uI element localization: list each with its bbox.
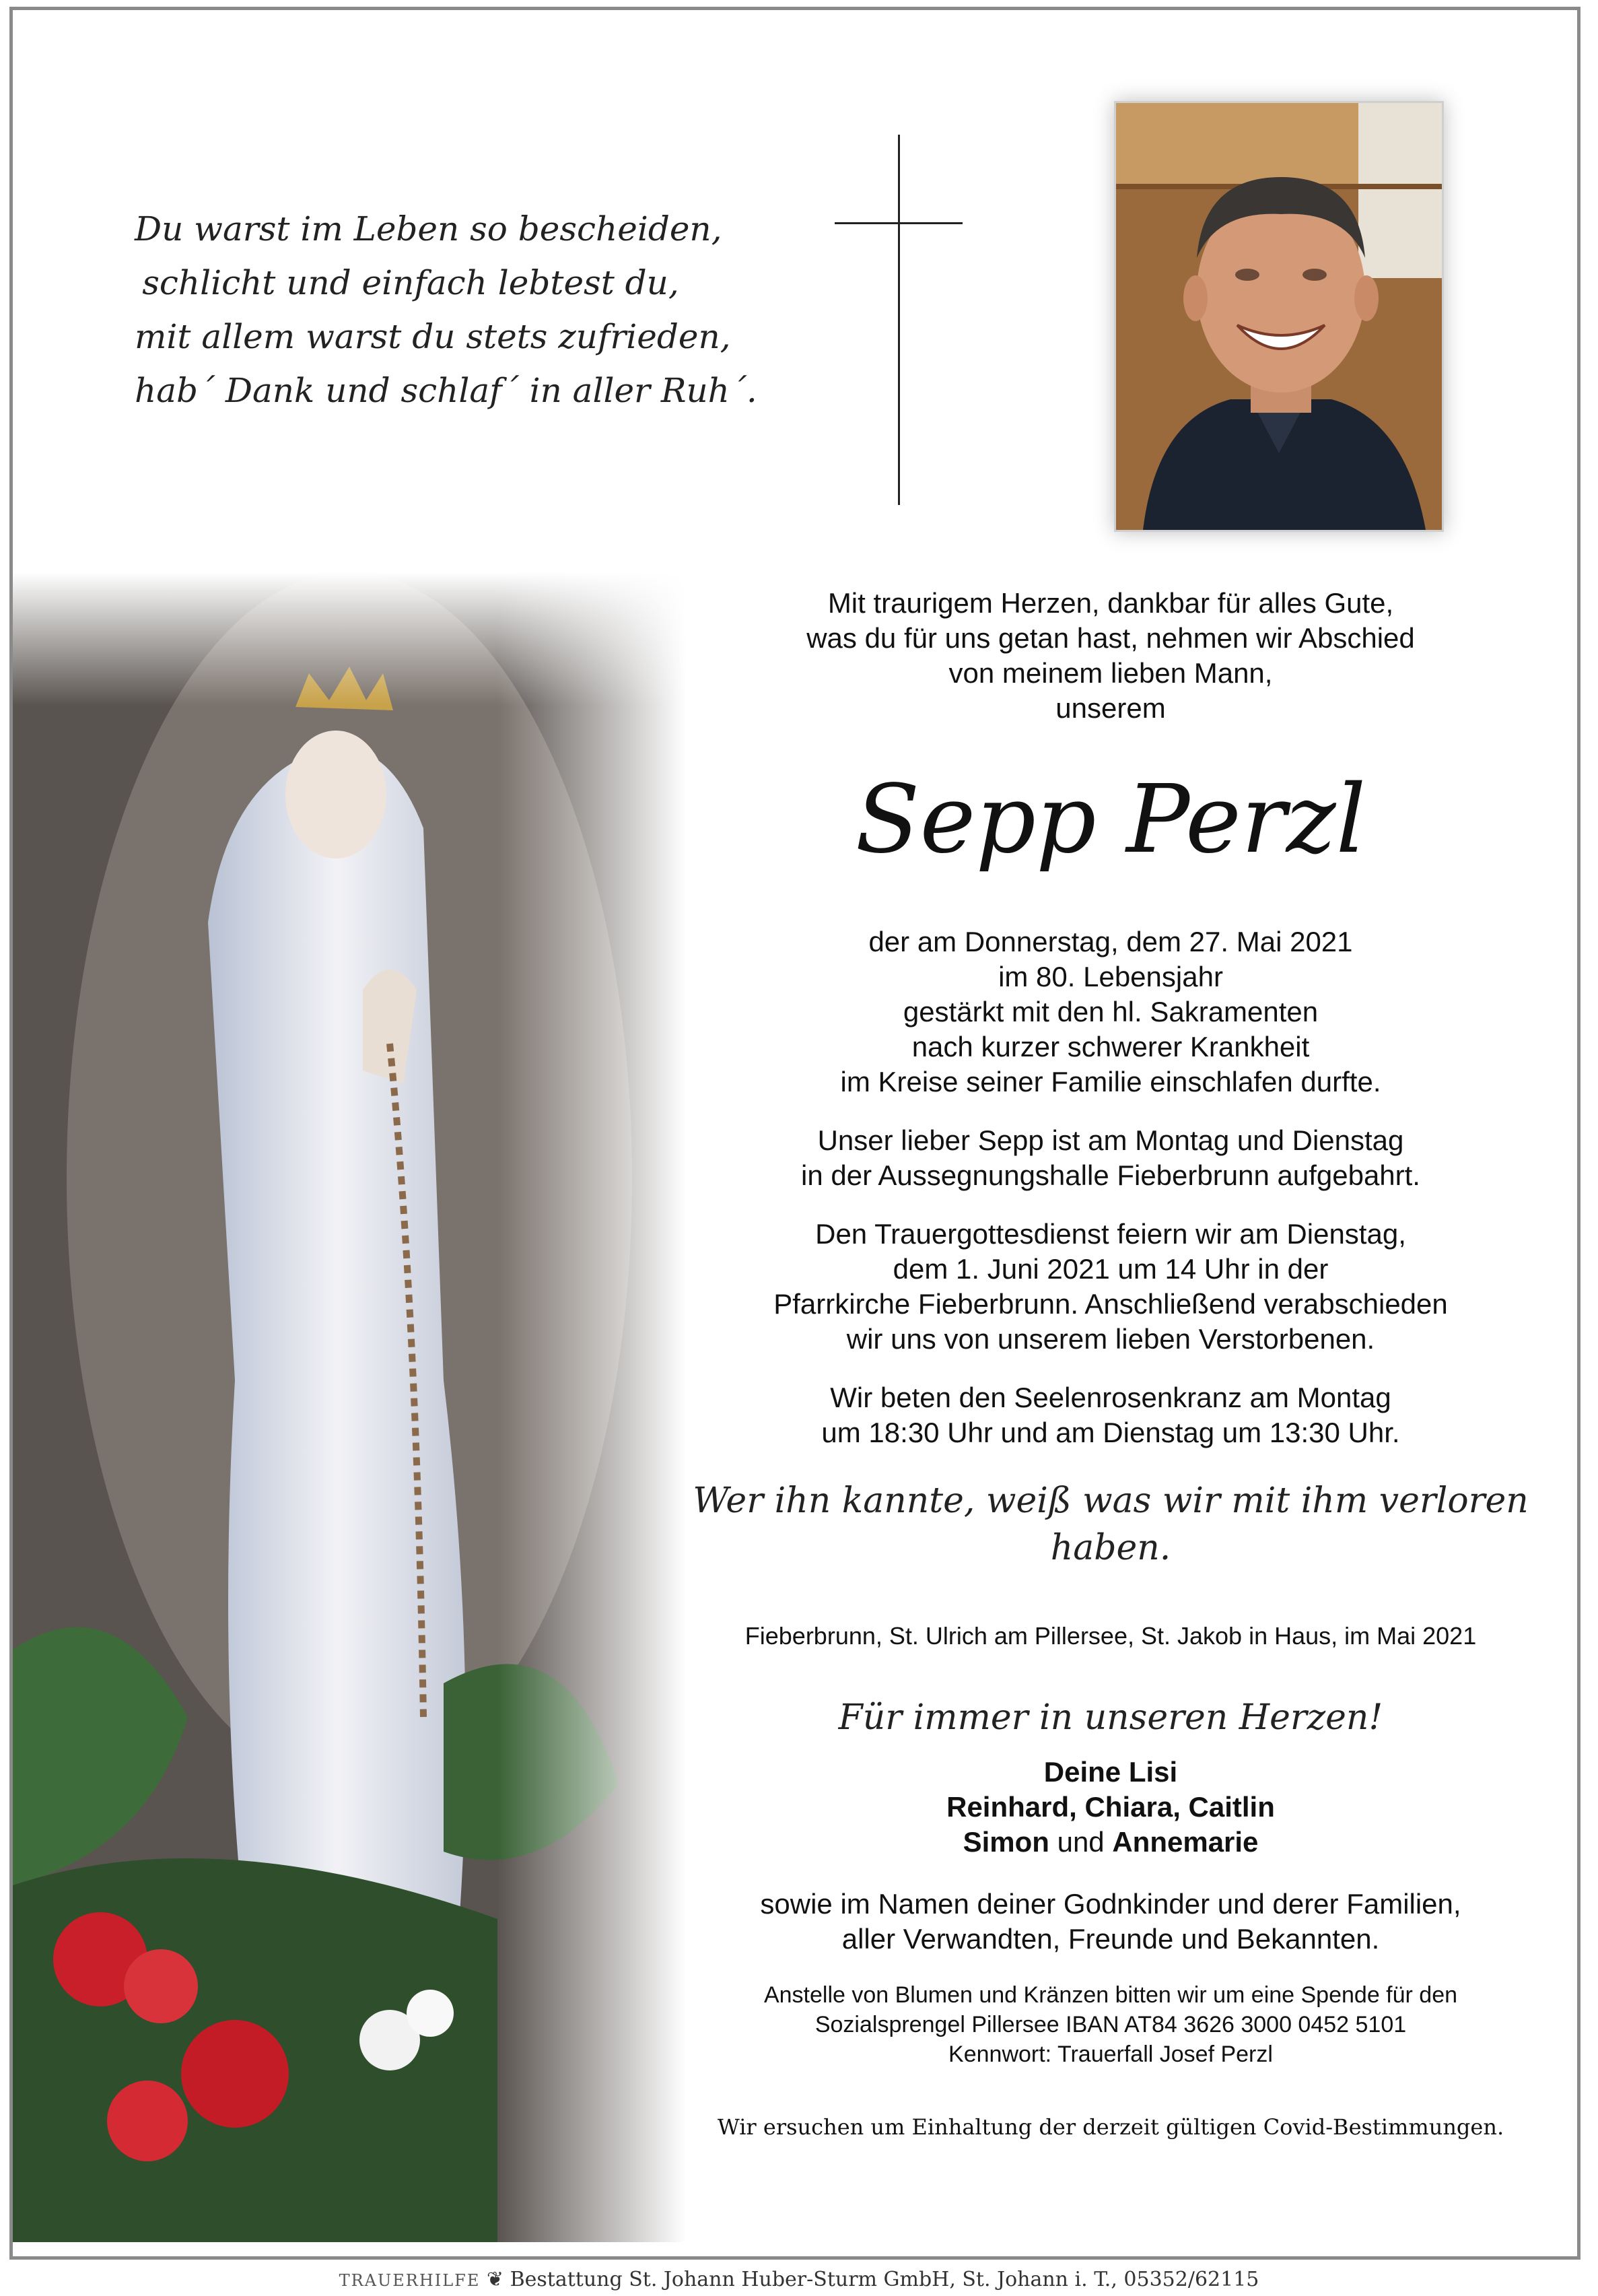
madonna-image [13, 572, 686, 2242]
family-name: Annemarie [1112, 1826, 1259, 1858]
family-signature [673, 1755, 1548, 1860]
poem-line: hab´ Dank und schlaf´ in aller Ruh´. [135, 371, 757, 410]
death-line: im Kreise seiner Familie einschlafen durfte. [840, 1066, 1381, 1098]
family-line: Deine Lisi [1043, 1756, 1178, 1788]
place-date: Fieberbrunn, St. Ulrich am Pillersee, St. Jakob in Haus, im Mai 2021 [744, 1622, 1477, 1650]
footer-brand: TRAUERHILFE [339, 2271, 481, 2290]
motto: Für immer in unseren Herzen! [838, 1697, 1383, 1738]
donation-line: Kennwort: Trauerfall Josef Perzl [948, 2041, 1273, 2067]
wake-line: in der Aussegnungshalle Fieberbrunn aufgebahrt. [801, 1159, 1420, 1191]
service-line: dem 1. Juni 2021 um 14 Uhr in der [893, 1253, 1329, 1285]
poem [135, 202, 757, 417]
donation-line: Anstelle von Blumen und Kränzen bitten wir um eine Spende für den [763, 1982, 1458, 2008]
family-conjunction: und [1049, 1826, 1113, 1858]
madonna-illustration [13, 572, 686, 2242]
portrait-photo [1114, 101, 1444, 532]
relatives-block [673, 1887, 1548, 1957]
rosary-line: um 18:30 Uhr und am Dienstag um 13:30 Uhr. [821, 1417, 1400, 1448]
intro-line: von meinem lieben Mann, [948, 657, 1273, 689]
rosary-block [673, 1380, 1548, 1450]
wake-line: Unser lieber Sepp ist am Montag und Dienstag [817, 1124, 1404, 1156]
cross-icon [835, 135, 963, 505]
poem-line: Du warst im Leben so bescheiden, [135, 209, 722, 248]
donation-line: Sozialsprengel Pillersee IBAN AT84 3626 3000 0452 5101 [814, 2012, 1407, 2037]
rosary-line: Wir beten den Seelenrosenkranz am Montag [830, 1382, 1391, 1413]
deceased-name: Sepp Perzl [855, 765, 1366, 875]
death-block [673, 924, 1548, 1100]
donation-block [673, 1980, 1548, 2069]
wake-block [673, 1123, 1548, 1193]
death-line: im 80. Lebensjahr [998, 961, 1223, 992]
footer [0, 2268, 1598, 2291]
intro-line: was du für uns getan hast, nehmen wir Abschied [806, 622, 1415, 654]
footer-text: Bestattung St. Johann Huber-Sturm GmbH, St. Johann i. T., 05352/62115 [510, 2268, 1259, 2291]
intro-line: Mit traurigem Herzen, dankbar für alles Gute, [827, 587, 1394, 619]
intro-block [673, 586, 1548, 726]
poem-line: mit allem warst du stets zufrieden, [135, 317, 731, 356]
relatives-line: sowie im Namen deiner Godnkinder und derer Familien, [760, 1888, 1461, 1920]
service-line: Pfarrkirche Fieberbrunn. Anschließend verabschieden [773, 1288, 1448, 1320]
death-line: gestärkt mit den hl. Sakramenten [903, 996, 1319, 1027]
covid-notice: Wir ersuchen um Einhaltung der derzeit gültigen Covid-Bestimmungen. [717, 2114, 1504, 2140]
leaf-icon: ❦ [486, 2268, 510, 2291]
poem-line: schlicht und einfach lebtest du, [142, 263, 679, 302]
death-line: nach kurzer schwerer Krankheit [911, 1031, 1310, 1062]
family-line: Reinhard, Chiara, Caitlin [946, 1791, 1275, 1823]
intro-line: unserem [1055, 692, 1166, 724]
service-block [673, 1217, 1548, 1357]
quote: Wer ihn kannte, weiß was wir mit ihm verloren haben. [693, 1481, 1529, 1568]
announcement [673, 586, 1548, 2145]
service-line: Den Trauergottesdienst feiern wir am Dienstag, [815, 1218, 1406, 1250]
death-line: der am Donnerstag, dem 27. Mai 2021 [868, 926, 1353, 957]
relatives-line: aller Verwandten, Freunde und Bekannten. [841, 1923, 1380, 1955]
service-line: wir uns von unserem lieben Verstorbenen. [846, 1323, 1375, 1355]
family-name: Simon [963, 1826, 1049, 1858]
portrait-illustration [1116, 103, 1442, 530]
